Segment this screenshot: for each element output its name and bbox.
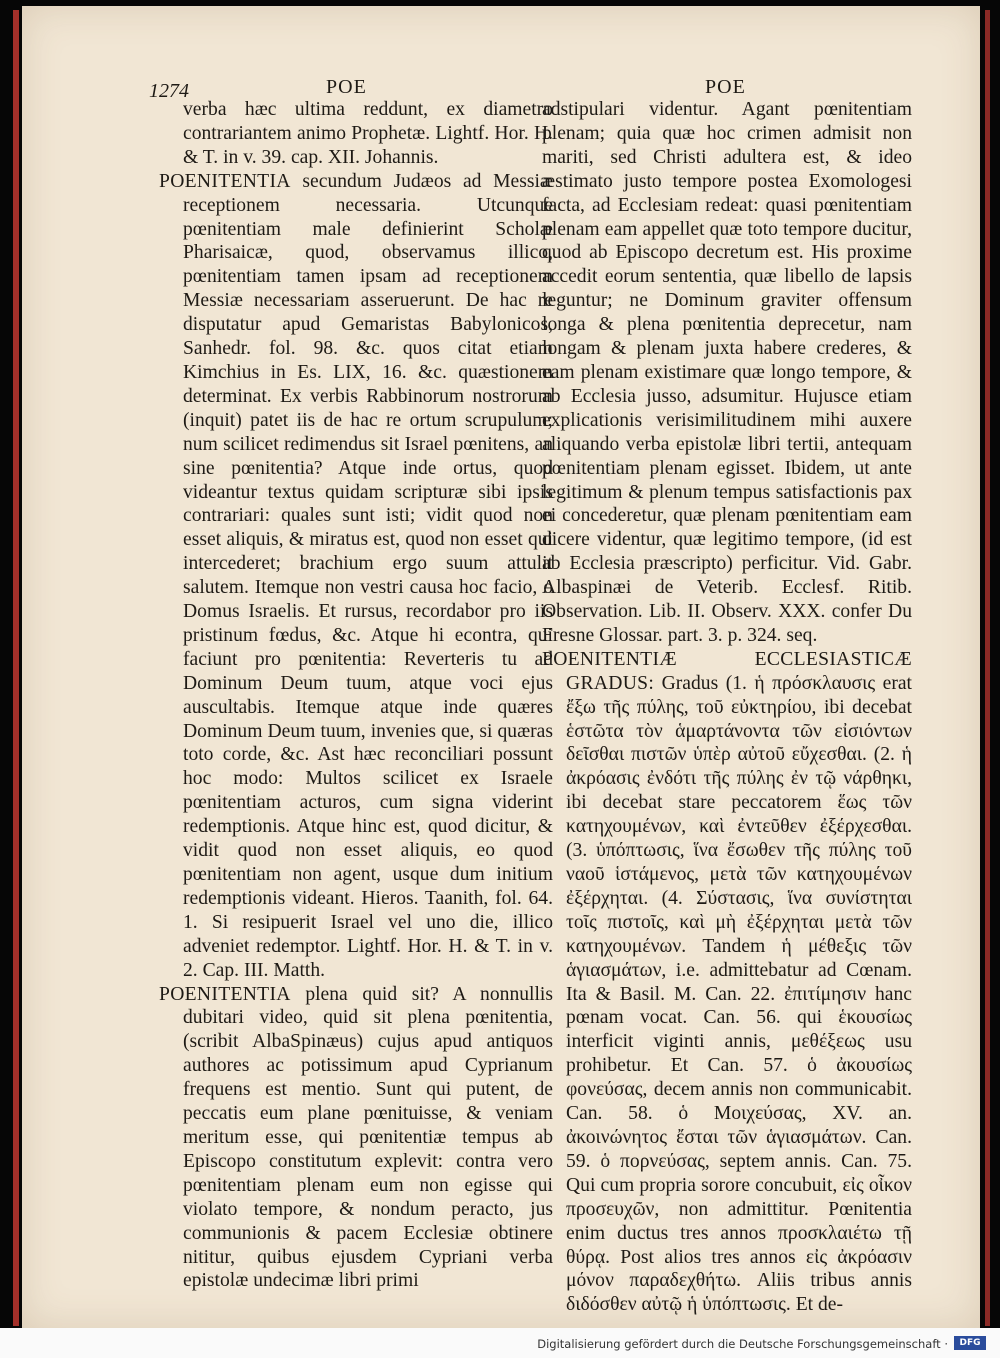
running-head-left: POE	[326, 76, 367, 98]
entry-text: verba hæc ultima reddunt, ex diametro contrariantem animo Prophetæ. Lightf. Hor. H. & T. in v. 39. cap. XII. Johannis.	[183, 99, 553, 168]
right-column	[542, 98, 912, 1317]
entry-text: adstipulari videntur. Agant pœnitentiam plenam; quia quæ hoc crimen admisit non mariti, sed Christi adultera est, & ideo æstimato justo tempore postea Exomologesi facta, ad Ecclesiam redeat: quasi pœnitentiam plenam eam appellet quæ toto tempore ducitur, quod ab Episcopo decretum est. His proxime accedit eorum sententia, quæ libello de lapsis leguntur; ne Dominum graviter offensum longa & plena pœnitentia deprecetur, nam longam & plenam juxta habere crederes, & eam plenam existimare quæ longo tempore, & ab Ecclesia jusso, adsumitur. Hujusce etiam explicationis verisimilitudinem mihi auxere aliquando verba epistolæ libri tertii, antequam pœnitentiam plenam egisset. Ibidem, ut ante legitimum & plenum tempus satisfactionis pax ei concederetur, quæ plenam pœnitentiam eam dicere videntur, quæ legitimo tempore, (id est ab Ecclesia præscripto) perficitur. Vid. Gabr. Albaspinæi de Veterib. Ecclesf. Ritib. Observation. Lib. II. Observ. XXX. confer Du Fresne Glossar. part. 3. p. 324. seq.	[542, 99, 912, 646]
entry	[542, 648, 912, 1317]
book-page	[22, 6, 980, 1328]
entry-text: plena quid sit? A nonnullis dubitari video, quid sit plena pœnitentia, (scribit AlbaSpinæus) cujus apud antiquos authores ac potissimum apud Cyprianum frequens est mentio. Sunt qui putent, de peccatis eum plane pœnituisse, & veniam meritum esse, qui pœnitentiæ tempus ab Episcopo constitutum explevit: contra vero pœnitentiam plenam eum non egisse qui violato tempore, & nondum peracto, jus communionis & pacem Ecclesiæ obtinere nititur, quibus ejusdem Cypriani verba epistolæ undecimæ libri primi	[183, 983, 553, 1292]
entry-text: Gradus (1. ἡ πρόσκλαυσις erat ἔξω τῆς πύλης, τοῦ εὐκτηρίου, ibi decebat ἑστῶτα τὸν ἁμαρτάνοντα τῶν εἰσιόντων δεῖσθαι πιστῶν ὑπὲρ αὐτοῦ εὔχεσθαι. (2. ἡ ἀκρόασις ἐνδότι τῆς πύλης ἐν τῷ νάρθηκι, ibi decebat stare peccatorem ἕως τῶν κατηχουμένων, καὶ ἐντεῦθεν ἐξέρχεσθαι. (3. ὑπόπτωσις, ἵνα ἔσωθεν τῆς πύλης τοῦ ναοῦ ἱστάμενος, μετὰ τῶν κατηχουμένων ἐξέρχηται. (4. Σύστασις, ἵνα συνίστηται τοῖς πιστοῖς, καὶ μὴ ἐξέρχηται μετὰ τῶν κατηχουμένων. Tandem ἡ μέθεξις τῶν ἁγιασμάτων, i.e. admittebatur ad Cœnam. Ita & Basil. M. Can. 22. ἐπιτίμησιν hanc pœnam vocat. Can. 56. qui ἑκουσίως interficit viginti annis, μεθέξεως usu prohibetur. Et Can. 57. ὁ ἀκουσίως φονεύσας, decem annis non communicabit. Can. 58. ὁ Μοιχεύσας, XV. an. ἀκοινώνητος ἔσται τῶν ἁγιασμάτων. Can. 59. ὁ πορνεύσας, septem annis. Can. 75. Qui cum propria sorore concubuit, εἰς οἶκον προσευχῶν, non admittitur. Pœnitentia enim ductus tres annos προσκλαιέτω τῇ θύρᾳ. Post alios tres annos εἰς ἀκρόασιν μόνον παραδεχθήτω. Aliis tribus annis διδόσθεν αὐτῷ ἡ ὑπόπτωσις. Et de-	[566, 672, 912, 1316]
entry	[159, 983, 553, 1294]
entry-head: POENITENTIÆ ECCLESIASTICÆ GRADUS:	[542, 648, 912, 694]
entry-head: POENITENTIA	[159, 170, 291, 192]
entry	[159, 170, 553, 983]
entry-text: secundum Judæos ad Messiæ receptionem necessaria. Utcunque pœnitentiam male definierint Scholæ Pharisaicæ, quod, observamus illico, pœnitentiam tamen ipsam ad receptionem Messiæ necessariam asseruerunt. De hac re disputatur apud Gemaristas Babylonicos, Sanhedr. fol. 98. &c. quos citat etiam Kimchius in Es. LIX, 16. &c. quæstionem determinat. Ex verbis Rabbinorum nostrorum (inquit) patet iis de hac re ortum scrupulum; num scilicet redimendus sit Israel pœnitens, an sine pœnitentia? Atque inde ortus, quod videantur textus quidam scripturæ sibi ipsis contrariari: quales sunt isti; vidit quod non esset aliquis, & miratus est, quod non esset qui intercederet; brachium ergo suum attulit salutem. Itemque non vestri causa hoc facio, o Domus Israelis. Et rursus, recordabor pro iis pristinum fœdus, &c. Atque hi econtra, qui faciunt pro pœnitentia: Reverteris tu ad Dominum Deum tuum, atque voci ejus auscultabis. Itemque atque inde quæres Dominum Deum tuum, invenies que, si quæras toto corde, &c. Ast hæc reconciliari possunt hoc modo: Multos scilicet ex Israele pœnitentiam acturos, cum signa viderint redemptionis. Atque hinc est, quod dicitur, & vidit quod non esset aliquis, eo quod pœnitentiam non agent, usque dum initium redemptionis videant. Hieros. Taanith, fol. 64. 1. Si resipuerit Israel vel uno die, illico adveniet redemptor. Lightf. Hor. H. & T. in v. 2. Cap. III. Matth.	[183, 170, 553, 981]
digitization-footer	[0, 1328, 1000, 1358]
page-header	[22, 70, 980, 100]
running-head-right: POE	[705, 76, 746, 98]
page-edge-left	[13, 10, 19, 1326]
entry-continuation	[159, 98, 553, 170]
page-edge-right	[985, 10, 990, 1326]
entry-head: POENITENTIA	[159, 983, 291, 1005]
page-number: 1274	[149, 80, 189, 102]
dfg-logo-icon: DFG	[954, 1336, 986, 1350]
footer-credit: Digitalisierung gefördert durch die Deutsche Forschungsgemeinschaft ·	[537, 1337, 948, 1351]
left-column	[159, 98, 553, 1293]
entry-continuation	[542, 98, 912, 648]
